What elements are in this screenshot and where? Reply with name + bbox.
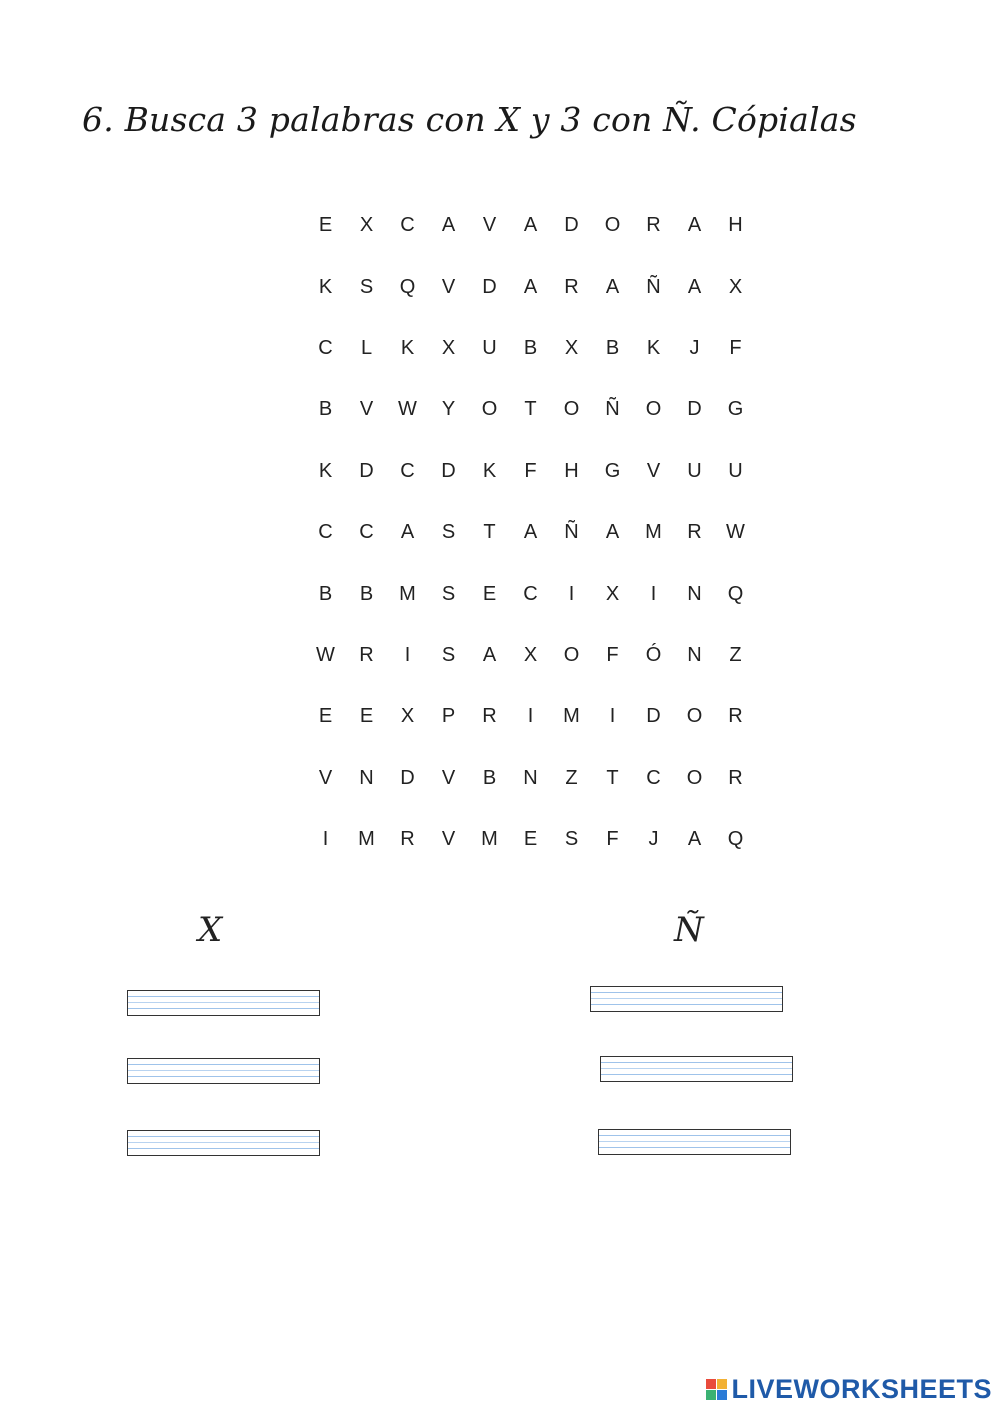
grid-cell[interactable]: A <box>523 214 538 237</box>
grid-cell[interactable]: M <box>481 828 498 851</box>
grid-cell[interactable]: N <box>523 766 538 789</box>
grid-cell[interactable]: Y <box>441 398 456 421</box>
grid-cell[interactable]: R <box>359 643 374 666</box>
grid-cell[interactable]: I <box>404 643 411 666</box>
grid-cell[interactable]: Q <box>727 828 744 851</box>
grid-cell[interactable]: X <box>564 336 579 359</box>
grid-cell[interactable]: S <box>441 521 456 544</box>
grid-cell[interactable]: N <box>687 582 702 605</box>
grid-cell[interactable]: O <box>686 705 703 728</box>
grid-cell[interactable]: U <box>728 459 743 482</box>
grid-cell[interactable]: R <box>728 705 743 728</box>
grid-cell[interactable]: R <box>400 828 415 851</box>
logo-square <box>706 1390 716 1400</box>
grid-cell[interactable]: R <box>646 214 661 237</box>
grid-cell[interactable]: D <box>359 459 374 482</box>
grid-cell[interactable]: P <box>441 705 456 728</box>
grid-cell[interactable]: A <box>523 275 538 298</box>
grid-cell[interactable]: Q <box>727 582 744 605</box>
grid-cell[interactable]: M <box>563 705 580 728</box>
grid-cell[interactable]: Ñ <box>605 398 620 421</box>
grid-cell[interactable]: C <box>400 459 415 482</box>
grid-cell[interactable]: A <box>687 828 702 851</box>
grid-cell[interactable]: Z <box>565 766 578 789</box>
grid-cell[interactable]: R <box>564 275 579 298</box>
grid-cell[interactable]: D <box>400 766 415 789</box>
grid-cell[interactable]: O <box>686 766 703 789</box>
grid-cell[interactable]: V <box>646 459 661 482</box>
exercise-title: 6. Busca 3 palabras con X y 3 con Ñ. Cópialas <box>82 100 857 139</box>
grid-cell[interactable]: F <box>606 643 619 666</box>
grid-cell[interactable]: M <box>399 582 416 605</box>
grid-cell[interactable]: W <box>726 521 745 544</box>
grid-cell[interactable]: V <box>441 828 456 851</box>
grid-cell[interactable]: Ó <box>645 643 662 666</box>
grid-cell[interactable]: D <box>646 705 661 728</box>
grid-cell[interactable]: S <box>564 828 579 851</box>
grid-cell[interactable]: O <box>563 398 580 421</box>
grid-cell[interactable]: K <box>318 275 333 298</box>
grid-cell[interactable]: A <box>687 275 702 298</box>
grid-cell[interactable]: V <box>318 766 333 789</box>
grid-cell[interactable]: V <box>359 398 374 421</box>
grid-cell[interactable]: E <box>523 828 538 851</box>
grid-cell[interactable]: J <box>689 336 700 359</box>
grid-cell[interactable]: C <box>318 521 333 544</box>
grid-cell[interactable]: I <box>568 582 575 605</box>
grid-cell[interactable]: F <box>524 459 537 482</box>
grid-cell[interactable]: G <box>604 459 621 482</box>
grid-cell[interactable]: A <box>687 214 702 237</box>
grid-cell[interactable]: O <box>604 214 621 237</box>
grid-cell[interactable]: X <box>400 705 415 728</box>
x-answer-field-1[interactable] <box>127 990 320 1016</box>
grid-cell[interactable]: C <box>646 766 661 789</box>
grid-cell[interactable]: D <box>441 459 456 482</box>
grid-cell[interactable]: F <box>606 828 619 851</box>
logo-square <box>706 1379 716 1389</box>
grid-cell[interactable]: Ñ <box>646 275 661 298</box>
grid-cell[interactable]: S <box>441 582 456 605</box>
grid-cell[interactable]: H <box>564 459 579 482</box>
grid-cell[interactable]: M <box>358 828 375 851</box>
grid-cell[interactable]: S <box>359 275 374 298</box>
grid-cell[interactable]: Z <box>729 643 742 666</box>
grid-cell[interactable]: X <box>728 275 743 298</box>
grid-cell[interactable]: Ñ <box>564 521 579 544</box>
grid-cell[interactable]: D <box>482 275 497 298</box>
grid-cell[interactable]: A <box>400 521 415 544</box>
grid-cell[interactable]: O <box>481 398 498 421</box>
grid-cell[interactable]: R <box>482 705 497 728</box>
grid-cell[interactable]: H <box>728 214 743 237</box>
grid-cell[interactable]: N <box>359 766 374 789</box>
grid-cell[interactable]: R <box>687 521 702 544</box>
grid-cell[interactable]: D <box>564 214 579 237</box>
grid-cell[interactable]: E <box>359 705 374 728</box>
grid-cell[interactable]: X <box>523 643 538 666</box>
grid-cell[interactable]: A <box>482 643 497 666</box>
n-answer-field-1[interactable] <box>590 986 783 1012</box>
grid-cell[interactable]: N <box>687 643 702 666</box>
grid-cell[interactable]: B <box>318 582 333 605</box>
grid-cell[interactable]: B <box>523 336 538 359</box>
grid-cell[interactable]: B <box>359 582 374 605</box>
grid-cell[interactable]: G <box>727 398 744 421</box>
grid-cell[interactable]: C <box>400 214 415 237</box>
grid-cell[interactable]: J <box>648 828 659 851</box>
n-answer-field-2[interactable] <box>600 1056 793 1082</box>
grid-cell[interactable]: T <box>524 398 537 421</box>
grid-cell[interactable]: O <box>563 643 580 666</box>
grid-cell[interactable]: R <box>728 766 743 789</box>
grid-cell[interactable]: E <box>318 214 333 237</box>
grid-cell[interactable]: I <box>650 582 657 605</box>
grid-cell[interactable]: M <box>645 521 662 544</box>
n-answer-field-3[interactable] <box>598 1129 791 1155</box>
grid-cell[interactable]: X <box>441 336 456 359</box>
grid-cell[interactable]: V <box>482 214 497 237</box>
grid-cell[interactable]: T <box>483 521 496 544</box>
grid-cell[interactable]: L <box>360 336 373 359</box>
grid-cell[interactable]: B <box>318 398 333 421</box>
grid-cell[interactable]: D <box>687 398 702 421</box>
grid-cell[interactable]: E <box>318 705 333 728</box>
grid-cell[interactable]: I <box>609 705 616 728</box>
grid-cell[interactable]: A <box>605 275 620 298</box>
grid-cell[interactable]: U <box>482 336 497 359</box>
grid-cell[interactable]: B <box>605 336 620 359</box>
grid-cell[interactable]: W <box>316 643 335 666</box>
word-search-grid <box>305 195 756 870</box>
grid-cell[interactable]: K <box>318 459 333 482</box>
grid-cell[interactable]: X <box>605 582 620 605</box>
grid-cell[interactable]: Q <box>399 275 416 298</box>
grid-cell[interactable]: V <box>441 766 456 789</box>
grid-cell[interactable]: X <box>359 214 374 237</box>
grid-cell[interactable]: I <box>322 828 329 851</box>
grid-cell[interactable]: S <box>441 643 456 666</box>
grid-cell[interactable]: B <box>482 766 497 789</box>
grid-cell[interactable]: K <box>482 459 497 482</box>
grid-cell[interactable]: K <box>400 336 415 359</box>
n-column-heading: Ñ <box>674 910 704 950</box>
grid-cell[interactable]: C <box>359 521 374 544</box>
grid-cell[interactable]: K <box>646 336 661 359</box>
grid-cell[interactable]: A <box>441 214 456 237</box>
liveworksheets-wordmark: LIVEWORKSHEETS <box>731 1374 992 1404</box>
grid-cell[interactable]: A <box>523 521 538 544</box>
x-column-heading: X <box>198 910 223 950</box>
grid-cell[interactable]: U <box>687 459 702 482</box>
grid-cell[interactable]: F <box>729 336 742 359</box>
grid-cell[interactable]: W <box>398 398 417 421</box>
grid-cell[interactable]: A <box>605 521 620 544</box>
logo-square <box>717 1390 727 1400</box>
grid-cell[interactable]: T <box>606 766 619 789</box>
liveworksheets-mark-icon <box>706 1379 727 1400</box>
logo-square <box>717 1379 727 1389</box>
grid-cell[interactable]: V <box>441 275 456 298</box>
grid-cell[interactable]: O <box>645 398 662 421</box>
grid-cell[interactable]: I <box>527 705 534 728</box>
x-answer-field-3[interactable] <box>127 1130 320 1156</box>
grid-cell[interactable]: C <box>318 336 333 359</box>
grid-cell[interactable]: E <box>482 582 497 605</box>
liveworksheets-logo <box>706 1374 992 1405</box>
grid-cell[interactable]: C <box>523 582 538 605</box>
x-answer-field-2[interactable] <box>127 1058 320 1084</box>
